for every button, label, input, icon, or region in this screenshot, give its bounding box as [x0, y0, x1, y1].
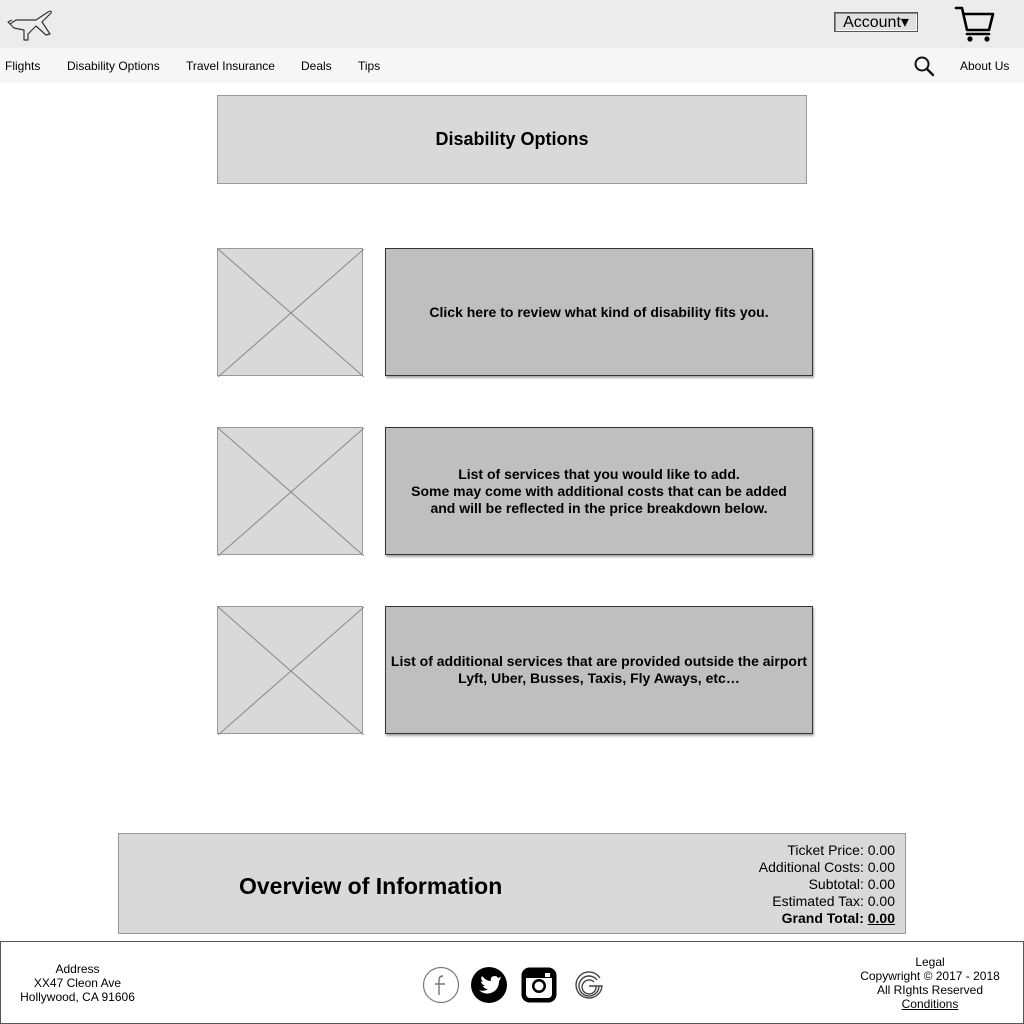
nav-item-tips[interactable]: Tips — [358, 59, 381, 73]
option-text: List of additional services that are provided outside the airport Lyft, Uber, Busses, Taxis, Fly Aways, etc… — [390, 653, 808, 686]
nav-item-disability-options[interactable]: Disability Options — [67, 59, 160, 73]
twitter-icon[interactable] — [470, 966, 508, 1004]
account-dropdown-button[interactable]: Account▾ — [834, 12, 918, 32]
subtotal-value: 0.00 — [867, 876, 895, 892]
review-disability-button[interactable] — [385, 248, 813, 376]
subtotal-line: Subtotal: 0.00 — [808, 876, 895, 892]
nav-item-flights[interactable]: Flights — [5, 59, 41, 73]
google-icon[interactable] — [570, 966, 608, 1004]
airplane-icon[interactable] — [6, 4, 54, 44]
page-title: Disability Options — [435, 129, 589, 149]
estimated-tax-value: 0.00 — [867, 893, 895, 909]
conditions-link[interactable]: Conditions — [901, 997, 959, 1011]
legal-title: Legal — [915, 955, 945, 969]
additional-costs-value: 0.00 — [867, 859, 895, 875]
option-text: Click here to review what kind of disability fits you. — [429, 303, 769, 320]
footer-address: Address XX47 Cleon Ave Hollywood, CA 91606 — [20, 962, 135, 1004]
shopping-cart-icon[interactable] — [954, 4, 996, 44]
image-placeholder — [217, 606, 363, 734]
estimated-tax-line: Estimated Tax: 0.00 — [772, 893, 895, 909]
overview-title: Overview of Information — [239, 873, 503, 899]
nav-item-about-us[interactable]: About Us — [960, 59, 1010, 73]
instagram-icon[interactable] — [520, 966, 558, 1004]
page-title-banner — [217, 95, 807, 184]
option-text: List of services that you would like to add. Some may come with additional costs that can be added and will be reflected in the price breakdown below. — [411, 465, 787, 516]
ticket-price-value: 0.00 — [867, 842, 895, 858]
nav-item-deals[interactable]: Deals — [301, 59, 332, 73]
footer-legal — [850, 955, 1010, 1011]
copyright-icon: © — [923, 969, 933, 983]
rights-text: All RIghts Reserved — [876, 983, 984, 997]
grand-total-value: 0.00 — [867, 910, 895, 926]
additional-costs-line: Additional Costs: 0.00 — [758, 859, 895, 875]
image-placeholder — [217, 427, 363, 555]
nav-item-travel-insurance[interactable]: Travel Insurance — [186, 59, 275, 73]
copyright-line: Copywright © 2017 - 2018 — [860, 969, 1000, 983]
outside-airport-services-button[interactable] — [385, 606, 813, 734]
grand-total-line: Grand Total: 0.00 — [781, 910, 895, 926]
facebook-icon[interactable] — [422, 966, 460, 1004]
add-services-button[interactable] — [385, 427, 813, 555]
ticket-price-line: Ticket Price: 0.00 — [787, 842, 895, 858]
image-placeholder — [217, 248, 363, 376]
search-icon[interactable] — [912, 54, 936, 78]
